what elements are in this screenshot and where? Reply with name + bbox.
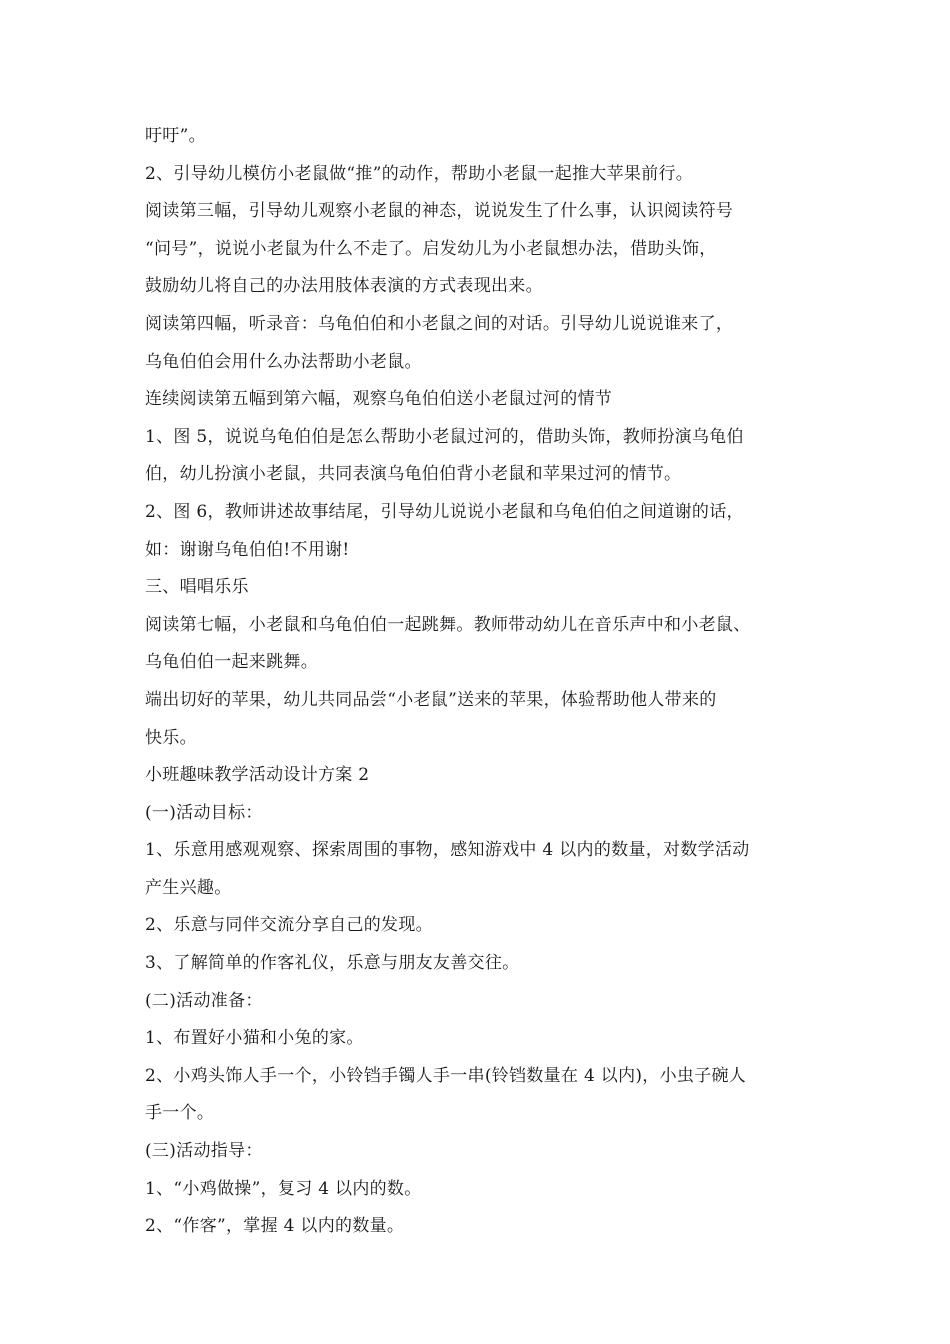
text-line: 鼓励幼儿将自己的办法用肢体表演的方式表现出来。 [145, 276, 543, 297]
text-line: 2、小鸡头饰人手一个，小铃铛手镯人手一串(铃铛数量在 4 以内)，小虫子碗人 [145, 1065, 747, 1086]
text-line: 产生兴趣。 [145, 877, 232, 898]
section-heading: (一)活动目标： [145, 802, 263, 823]
text-line: 1、乐意用感观观察、探索周围的事物，感知游戏中 4 以内的数量，对数学活动 [145, 840, 750, 861]
text-line: 连续阅读第五幅到第六幅，观察乌龟伯伯送小老鼠过河的情节 [145, 389, 613, 410]
text-line: 阅读第三幅，引导幼儿观察小老鼠的神态，说说发生了什么事，认识阅读符号 [145, 201, 734, 222]
text-line: “问号”，说说小老鼠为什么不走了。启发幼儿为小老鼠想办法，借助头饰， [145, 238, 717, 259]
text-line: 2、引导幼儿模仿小老鼠做“推”的动作，帮助小老鼠一起推大苹果前行。 [145, 163, 694, 184]
text-line: 2、“作客”，掌握 4 以内的数量。 [145, 1216, 405, 1237]
text-line: 端出切好的苹果，幼儿共同品尝“小老鼠”送来的苹果，体验帮助他人带来的 [145, 689, 717, 710]
text-line: 乌龟伯伯会用什么办法帮助小老鼠。 [145, 351, 422, 372]
text-line: 阅读第七幅，小老鼠和乌龟伯伯一起跳舞。教师带动幼儿在音乐声中和小老鼠、 [145, 614, 751, 635]
text-line: 乌龟伯伯一起来跳舞。 [145, 652, 318, 673]
document-body [145, 118, 825, 1246]
text-line: 2、乐意与同伴交流分享自己的发现。 [145, 915, 433, 936]
text-line: 1、布置好小猫和小兔的家。 [145, 1028, 364, 1049]
text-line: 伯，幼儿扮演小老鼠，共同表演乌龟伯伯背小老鼠和苹果过河的情节。 [145, 464, 682, 485]
text-line: 吁吁”。 [145, 126, 206, 146]
text-line: 阅读第四幅，听录音：乌龟伯伯和小老鼠之间的对话。引导幼儿说说谁来了， [145, 313, 734, 334]
document-title: 小班趣味教学活动设计方案 2 [145, 765, 370, 786]
text-line: 1、图 5，说说乌龟伯伯是怎么帮助小老鼠过河的，借助头饰，教师扮演乌龟伯 [145, 426, 744, 447]
section-heading: (三)活动指导： [145, 1141, 263, 1162]
text-line: 3、了解简单的作客礼仪，乐意与朋友友善交往。 [145, 953, 520, 974]
text-line: 2、图 6，教师讲述故事结尾，引导幼儿说说小老鼠和乌龟伯伯之间道谢的话， [145, 501, 744, 522]
text-line: 快乐。 [145, 727, 197, 748]
section-heading: 三、唱唱乐乐 [145, 577, 249, 598]
text-line: 如：谢谢乌龟伯伯!不用谢! [145, 539, 350, 560]
text-line: 1、“小鸡做操”，复习 4 以内的数。 [145, 1178, 422, 1199]
text-line: 手一个。 [145, 1103, 215, 1124]
section-heading: (二)活动准备： [145, 990, 263, 1011]
